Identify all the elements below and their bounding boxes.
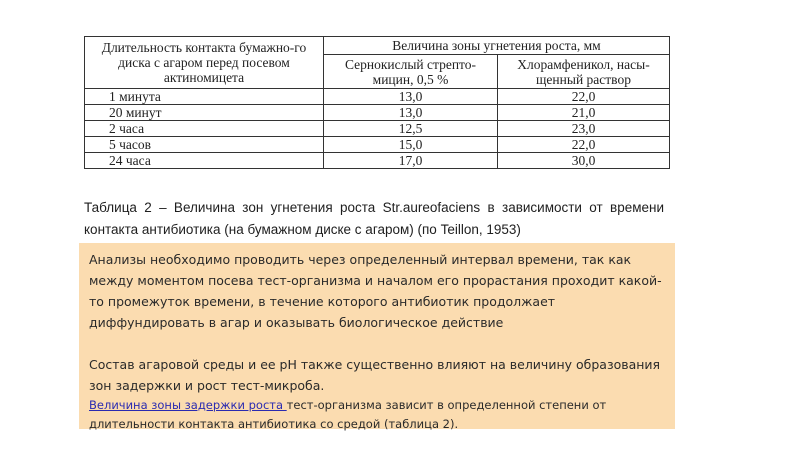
header-duration: Длительность контакта бумажно-го диска с агаром перед посевом актиномицета — [85, 37, 324, 89]
header-zone-group: Величина зоны угнетения роста, мм — [324, 37, 670, 55]
info-note-box — [79, 243, 675, 429]
cell-chloramphenicol: 22,0 — [498, 89, 670, 105]
zone-inhibition-table — [84, 36, 670, 169]
cell-chloramphenicol: 21,0 — [498, 105, 670, 121]
data-table-container — [84, 36, 670, 169]
cell-duration: 5 часов — [85, 137, 324, 153]
cell-chloramphenicol: 22,0 — [498, 137, 670, 153]
table-row — [85, 153, 670, 169]
paragraph-gap — [89, 333, 665, 354]
cell-streptomycin: 13,0 — [324, 105, 498, 121]
cell-streptomycin: 12,5 — [324, 121, 498, 137]
zone-link[interactable]: Величина зоны задержки роста — [89, 398, 287, 412]
header-chloramphenicol: Хлорамфеникол, насы-щенный раствор — [498, 55, 670, 89]
cell-duration: 2 часа — [85, 121, 324, 137]
cell-streptomycin: 13,0 — [324, 89, 498, 105]
note-paragraph-3 — [89, 396, 665, 434]
header-streptomycin: Сернокислый стрепто-мицин, 0,5 % — [324, 55, 498, 89]
table-row — [85, 89, 670, 105]
cell-streptomycin: 17,0 — [324, 153, 498, 169]
note-paragraph-3-text: тест-организма зависит в определенной степени от длительности контакта антибиотика со средой (таблица 2). — [89, 398, 607, 431]
note-paragraph-2: Состав агаровой среды и ее рН также существенно влияют на величину образования зон задержки и рост тест-микроба. — [89, 357, 661, 393]
cell-chloramphenicol: 23,0 — [498, 121, 670, 137]
cell-duration: 20 минут — [85, 105, 324, 121]
table-row — [85, 121, 670, 137]
table-caption: Таблица 2 – Величина зон угнетения роста Str.aureofaciens в зависимости от времени контакта антибиотика (на бумажном диске с агаром) (по Teillon, 1953) — [84, 200, 664, 237]
cell-streptomycin: 15,0 — [324, 137, 498, 153]
table-row — [85, 137, 670, 153]
cell-duration: 24 часа — [85, 153, 324, 169]
cell-chloramphenicol: 30,0 — [498, 153, 670, 169]
note-paragraph-1: Анализы необходимо проводить через определенный интервал времени, так как между моментом посева тест-организма и началом его прорастания проходит какой-то промежуток времени, в течение которого антибиотик продолжает диффундировать в агар и оказывать биологическое действие — [89, 252, 662, 330]
cell-duration: 1 минута — [85, 89, 324, 105]
table-row — [85, 105, 670, 121]
